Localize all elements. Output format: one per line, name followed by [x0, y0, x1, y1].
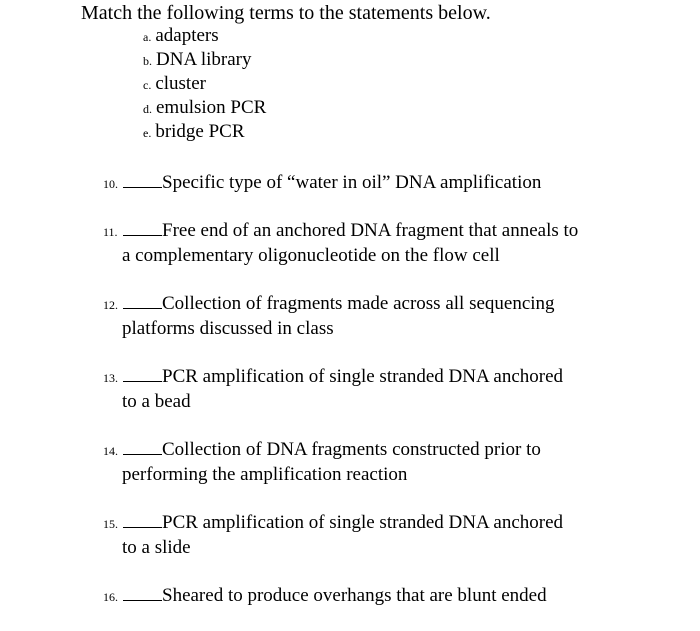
answer-blank[interactable]	[123, 437, 162, 455]
term-text: bridge PCR	[155, 121, 245, 142]
question-13	[103, 364, 563, 414]
question-16	[103, 583, 547, 609]
answer-blank[interactable]	[123, 170, 162, 188]
question-text: Collection of fragments made across all sequencing	[162, 293, 555, 314]
term-letter: a.	[143, 30, 152, 44]
term-e	[143, 120, 245, 145]
question-number: 12.	[103, 298, 118, 312]
question-14	[103, 437, 541, 487]
question-text: Free end of an anchored DNA fragment that anneals to	[162, 220, 579, 241]
question-10	[103, 170, 541, 196]
question-text: PCR amplification of single stranded DNA anchored	[162, 512, 564, 533]
question-number: 13.	[103, 371, 118, 385]
term-letter: c.	[143, 78, 152, 92]
answer-blank[interactable]	[123, 291, 162, 309]
answer-blank[interactable]	[123, 510, 162, 528]
instructions: Match the following terms to the statements below.	[81, 2, 491, 24]
answer-blank[interactable]	[123, 218, 162, 236]
question-number: 14.	[103, 444, 118, 458]
term-letter: d.	[143, 102, 152, 116]
term-letter: e.	[143, 126, 152, 140]
question-text: Specific type of “water in oil” DNA amplification	[162, 172, 542, 193]
question-text-continued: a complementary oligonucleotide on the flow cell	[122, 245, 500, 266]
term-c	[143, 72, 206, 97]
question-text: Collection of DNA fragments constructed prior to	[162, 439, 541, 460]
question-text-continued: to a bead	[122, 391, 191, 412]
question-number: 11.	[103, 225, 118, 239]
term-b	[143, 48, 252, 73]
question-number: 16.	[103, 590, 118, 604]
answer-blank[interactable]	[123, 364, 162, 382]
term-a	[143, 24, 219, 49]
term-text: emulsion PCR	[156, 97, 267, 118]
term-d	[143, 96, 266, 121]
question-text-continued: performing the amplification reaction	[122, 464, 408, 485]
term-letter: b.	[143, 54, 152, 68]
question-11	[103, 218, 578, 268]
term-text: DNA library	[156, 49, 252, 70]
question-text-continued: platforms discussed in class	[122, 318, 334, 339]
answer-blank[interactable]	[123, 583, 162, 601]
question-15	[103, 510, 563, 560]
question-text: PCR amplification of single stranded DNA anchored	[162, 366, 564, 387]
term-text: cluster	[155, 73, 206, 94]
question-number: 15.	[103, 517, 118, 531]
term-text: adapters	[155, 25, 219, 46]
question-number: 10.	[103, 177, 118, 191]
question-12	[103, 291, 555, 341]
question-text: Sheared to produce overhangs that are blunt ended	[162, 585, 547, 606]
question-text-continued: to a slide	[122, 537, 191, 558]
